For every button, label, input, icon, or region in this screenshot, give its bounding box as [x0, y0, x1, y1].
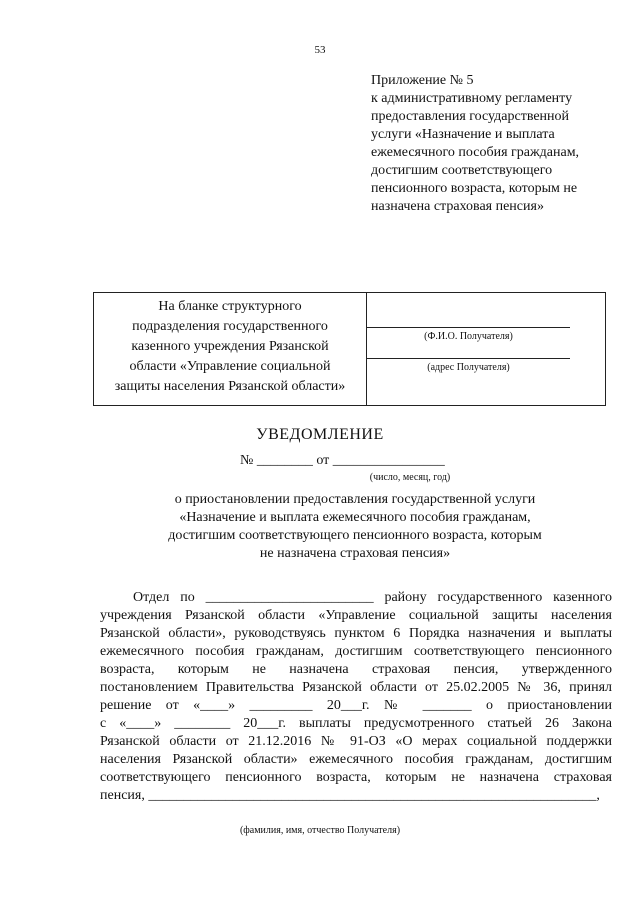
body-line: Рязанской области», руководствуясь пунктом 6 Порядка назначения и выплаты: [100, 626, 612, 641]
appendix-line: к административному регламенту: [371, 91, 573, 106]
letterhead-line: На бланке структурного: [158, 299, 302, 314]
recipient-fio-caption: (фамилия, имя, отчество Получателя): [239, 825, 401, 836]
subject-line: достигшим соответствующего пенсионного возраста, которым: [168, 528, 542, 543]
number-blank: ________: [256, 453, 313, 468]
notice-title: УВЕДОМЛЕНИЕ: [256, 426, 384, 443]
number-label: №: [240, 453, 254, 468]
appendix-line: ежемесячного пособия гражданам,: [371, 145, 580, 160]
body-line: Отдел по ________________________ району государственного казенного: [133, 590, 612, 605]
appendix-line: достигшим соответствующего: [371, 163, 553, 178]
subject-line: «Назначение и выплата ежемесячного пособия гражданам,: [179, 510, 531, 525]
recipient-address-line: [367, 358, 570, 359]
date-blank: ________________: [332, 453, 445, 468]
body-line: пенсия, ________________________________________________________________,: [100, 788, 600, 803]
page-number: 53: [314, 44, 326, 56]
body-line: населения Рязанской области» ежемесячного пособия гражданам, достигшим: [100, 752, 612, 767]
appendix-line: Приложение № 5: [371, 73, 474, 88]
letterhead-text: [100, 297, 360, 397]
body-line: с «____» ________ 20___г. выплаты предусмотренного статьей 26 Закона: [100, 716, 612, 731]
notice-number-row: [240, 453, 445, 469]
notice-subject: [100, 491, 610, 563]
appendix-line: предоставления государственной: [371, 109, 570, 124]
letterhead-line: защиты населения Рязанской области»: [114, 379, 346, 394]
appendix-line: пенсионного возраста, которым не: [371, 181, 578, 196]
appendix-block: [371, 72, 631, 216]
date-label: от: [316, 453, 330, 468]
letterhead-line: подразделения государственного: [132, 319, 328, 334]
body-line: решение от «____» _________ 20___г. № _______ о приостановлении: [100, 698, 612, 713]
recipient-address-caption: (адрес Получателя): [427, 362, 510, 373]
subject-line: о приостановлении предоставления государственной услуги: [174, 492, 536, 507]
body-line: постановлением Правительства Рязанской области от 25.02.2005 № 36, принял: [100, 680, 612, 695]
body-line: возраста, которым не назначена страховая пенсия, утвержденного: [100, 662, 612, 677]
body-line: Рязанской области от 21.12.2016 № 91-ОЗ «О мерах социальной поддержки: [100, 734, 612, 749]
letterhead-line: казенного учреждения Рязанской: [131, 339, 329, 354]
subject-line: не назначена страховая пенсия»: [259, 546, 451, 561]
body-line: соответствующего пенсионного возраста, которым не назначена страховая: [100, 770, 612, 785]
body-line: учреждения Рязанской области «Управление социальной защиты населения: [100, 608, 612, 623]
recipient-name-caption: (Ф.И.О. Получателя): [424, 331, 513, 342]
appendix-line: услуги «Назначение и выплата: [371, 127, 555, 142]
body-line: ежемесячного пособия гражданам, достигшим соответствующего пенсионного: [100, 644, 612, 659]
letterhead-line: области «Управление социальной: [129, 359, 331, 374]
date-caption: (число, месяц, год): [369, 472, 451, 483]
appendix-line: назначена страховая пенсия»: [371, 199, 544, 214]
recipient-name-line: [367, 327, 570, 328]
